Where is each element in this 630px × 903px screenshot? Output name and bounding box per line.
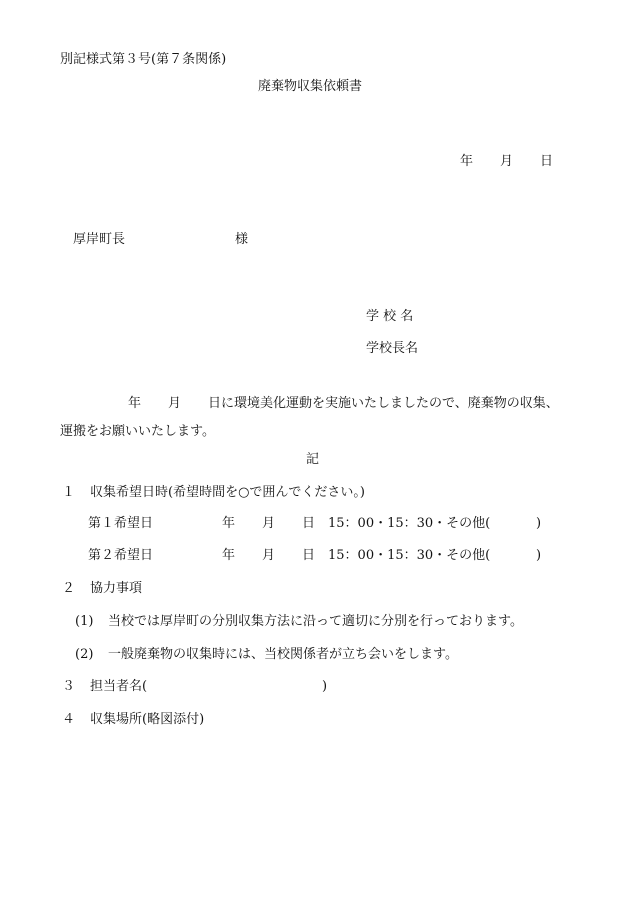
- document-title: 廃棄物収集依頼書: [258, 79, 363, 94]
- item1-number: １: [62, 485, 76, 500]
- preferred-date-2-year: 年: [222, 548, 236, 563]
- collection-location-label: 収集場所(略図添付): [90, 712, 205, 727]
- preferred-date-1-month: 月: [262, 516, 276, 531]
- item2-number: ２: [62, 581, 76, 596]
- form-label: 別記様式第３号(第７条関係): [60, 52, 227, 67]
- item3-number: ３: [62, 679, 76, 694]
- preferred-date-2-day: 日: [302, 548, 316, 563]
- school-name-label: 学 校 名: [366, 309, 414, 324]
- person-in-charge-close: ): [322, 679, 328, 694]
- addressee-honorific: 様: [235, 232, 249, 247]
- body-month-label: 月: [168, 396, 182, 411]
- date-month-label: 月: [500, 154, 514, 169]
- item2-label: 協力事項: [90, 581, 143, 596]
- item4-number: ４: [62, 712, 76, 727]
- preferred-date-2-label: 第２希望日: [88, 548, 154, 563]
- body-year-label: 年: [128, 396, 142, 411]
- preferred-date-1-times: 15：00・15：30・その他(: [328, 516, 491, 531]
- cooperation-1-number: (1): [75, 614, 94, 629]
- item1-label: 収集希望日時(希望時間を○で囲んでください。): [90, 485, 365, 500]
- addressee-name: 厚岸町長: [73, 232, 126, 247]
- preferred-date-1-label: 第１希望日: [88, 516, 154, 531]
- ki-heading: 記: [306, 452, 320, 467]
- body-text-line2: 運搬をお願いいたします。: [60, 424, 215, 439]
- preferred-date-2-month: 月: [262, 548, 276, 563]
- principal-name-label: 学校長名: [366, 341, 419, 356]
- cooperation-1-text: 当校では厚岸町の分別収集方法に沿って適切に分別を行っております。: [108, 614, 523, 629]
- cooperation-2-text: 一般廃棄物の収集時には、当校関係者が立ち会いをします。: [108, 647, 458, 662]
- preferred-date-2-close: ): [536, 548, 542, 563]
- preferred-date-1-year: 年: [222, 516, 236, 531]
- preferred-date-2-times: 15：00・15：30・その他(: [328, 548, 491, 563]
- body-text-line1: 日に環境美化運動を実施いたしましたので、廃棄物の収集、: [208, 396, 559, 411]
- preferred-date-1-day: 日: [302, 516, 316, 531]
- person-in-charge-label: 担当者名(: [90, 679, 148, 694]
- date-day-label: 日: [540, 154, 554, 169]
- preferred-date-1-close: ): [536, 516, 542, 531]
- date-year-label: 年: [460, 154, 474, 169]
- cooperation-2-number: (2): [75, 647, 94, 662]
